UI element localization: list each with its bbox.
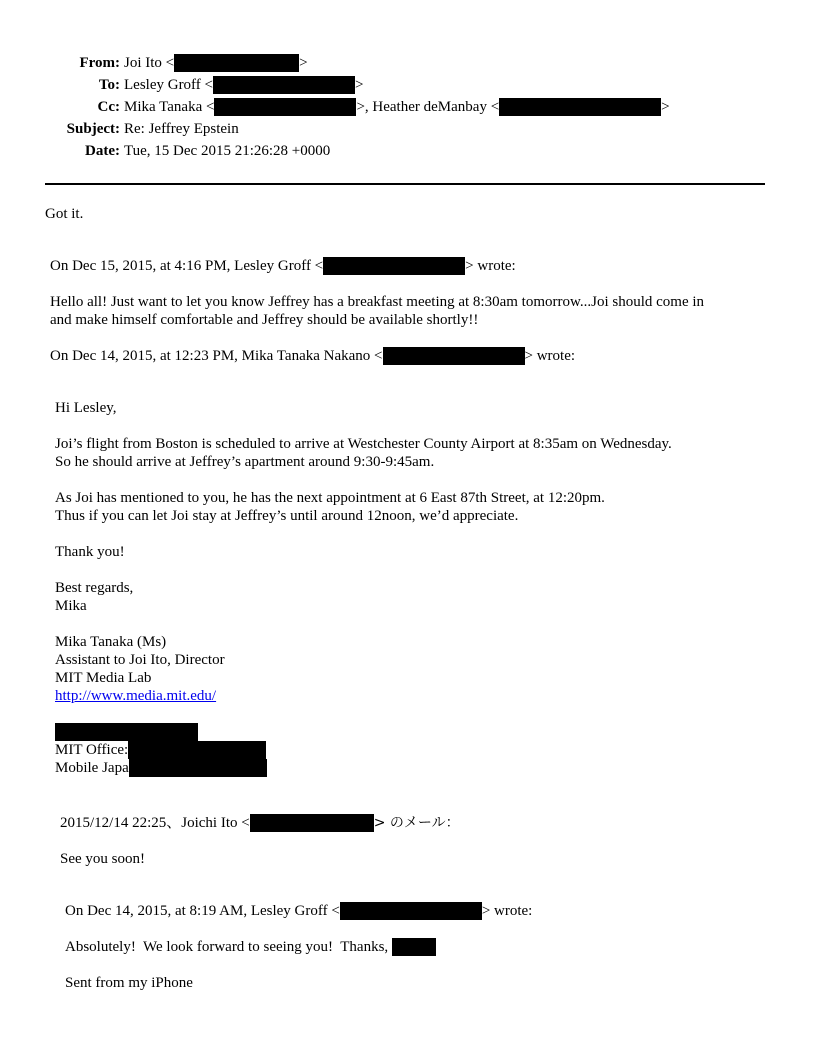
redaction-block (323, 257, 465, 275)
redaction-block (214, 98, 356, 116)
from-value (124, 54, 308, 72)
from-name: Joi Ito < (124, 55, 175, 71)
subject-label: Subject: (66, 121, 120, 137)
to-name: Lesley Groff < (124, 77, 213, 93)
subject-value: Re: Jeffrey Epstein (124, 121, 239, 137)
redaction-block (383, 347, 525, 365)
body-line: As Joi has mentioned to you, he has the next appointment at 6 East 87th Street, at 12:20pm. (55, 490, 605, 506)
signature-name: Mika Tanaka (Ms) (55, 634, 167, 650)
reply-text: Got it. (45, 206, 84, 222)
from-label: From: (79, 55, 120, 71)
cc-name: >, Heather deManbay < (356, 99, 500, 115)
redaction-block (499, 98, 661, 116)
to-label: To: (98, 77, 120, 93)
angle-close: > (661, 99, 670, 115)
signature-url-link[interactable]: http://www.media.mit.edu/ (55, 688, 217, 704)
redaction-block (250, 814, 374, 832)
thanks-line: Thank you! (55, 544, 125, 560)
attribution-text: 2015/12/14 22:25、Joichi Ito < (60, 815, 250, 831)
attribution-text: > wrote: (481, 903, 533, 919)
signature-mobile (55, 759, 267, 777)
signature-title: Assistant to Joi Ito, Director (55, 652, 225, 668)
quote1-attribution (50, 257, 516, 275)
attribution-text: > wrote: (465, 258, 516, 274)
signature-org: MIT Media Lab (55, 670, 152, 686)
cc-label: Cc: (97, 99, 120, 115)
quote4-body (65, 938, 436, 956)
date-label: Date: (85, 143, 120, 159)
attribution-text: On Dec 14, 2015, at 12:23 PM, Mika Tanaka Nakano < (50, 348, 383, 364)
office-label: MIT Office: (55, 742, 129, 758)
redaction-block (128, 741, 266, 759)
greeting: Hi Lesley, (55, 400, 117, 416)
cc-name: Mika Tanaka < (124, 99, 215, 115)
body-line: Thus if you can let Joi stay at Jeffrey’s until around 12noon, we’d appreciate. (55, 508, 519, 524)
attribution-text: On Dec 14, 2015, at 8:19 AM, Lesley Groff < (65, 903, 340, 919)
sent-from-line: Sent from my iPhone (65, 975, 193, 991)
mobile-label: Mobile Japa (55, 760, 129, 776)
angle-close: > (355, 77, 364, 93)
redaction-block (392, 938, 436, 956)
header-divider (45, 183, 765, 185)
attribution-text: > wrote: (524, 348, 576, 364)
attribution-text: > のメール： (373, 815, 460, 831)
redaction-block (55, 723, 198, 741)
redaction-block (129, 759, 267, 777)
redaction-block (340, 902, 482, 920)
redaction-block (213, 76, 355, 94)
quote1-line: and make himself comfortable and Jeffrey should be available shortly!! (50, 312, 479, 328)
date-value: Tue, 15 Dec 2015 21:26:28 +0000 (124, 143, 331, 159)
quote4-attribution (65, 902, 532, 920)
angle-close: > (299, 55, 308, 71)
body-line: So he should arrive at Jeffrey’s apartment around 9:30-9:45am. (55, 454, 435, 470)
quote3-attribution (60, 814, 460, 832)
regards-line: Best regards, (55, 580, 134, 596)
cc-value (124, 98, 670, 116)
signoff-name: Mika (55, 598, 87, 614)
to-value (124, 76, 363, 94)
body-text: Absolutely! We look forward to seeing you! Thanks, (65, 939, 392, 955)
redaction-block (174, 54, 299, 72)
quote2-attribution (50, 347, 575, 365)
signature-office (55, 741, 266, 759)
quote3-body: See you soon! (60, 851, 145, 867)
body-line: Joi’s flight from Boston is scheduled to arrive at Westchester County Airport at 8:35am on Wednesday. (55, 436, 672, 452)
attribution-text: On Dec 15, 2015, at 4:16 PM, Lesley Groff < (50, 258, 324, 274)
quote1-line: Hello all! Just want to let you know Jeffrey has a breakfast meeting at 8:30am tomorrow...Joi should come in (50, 294, 705, 310)
